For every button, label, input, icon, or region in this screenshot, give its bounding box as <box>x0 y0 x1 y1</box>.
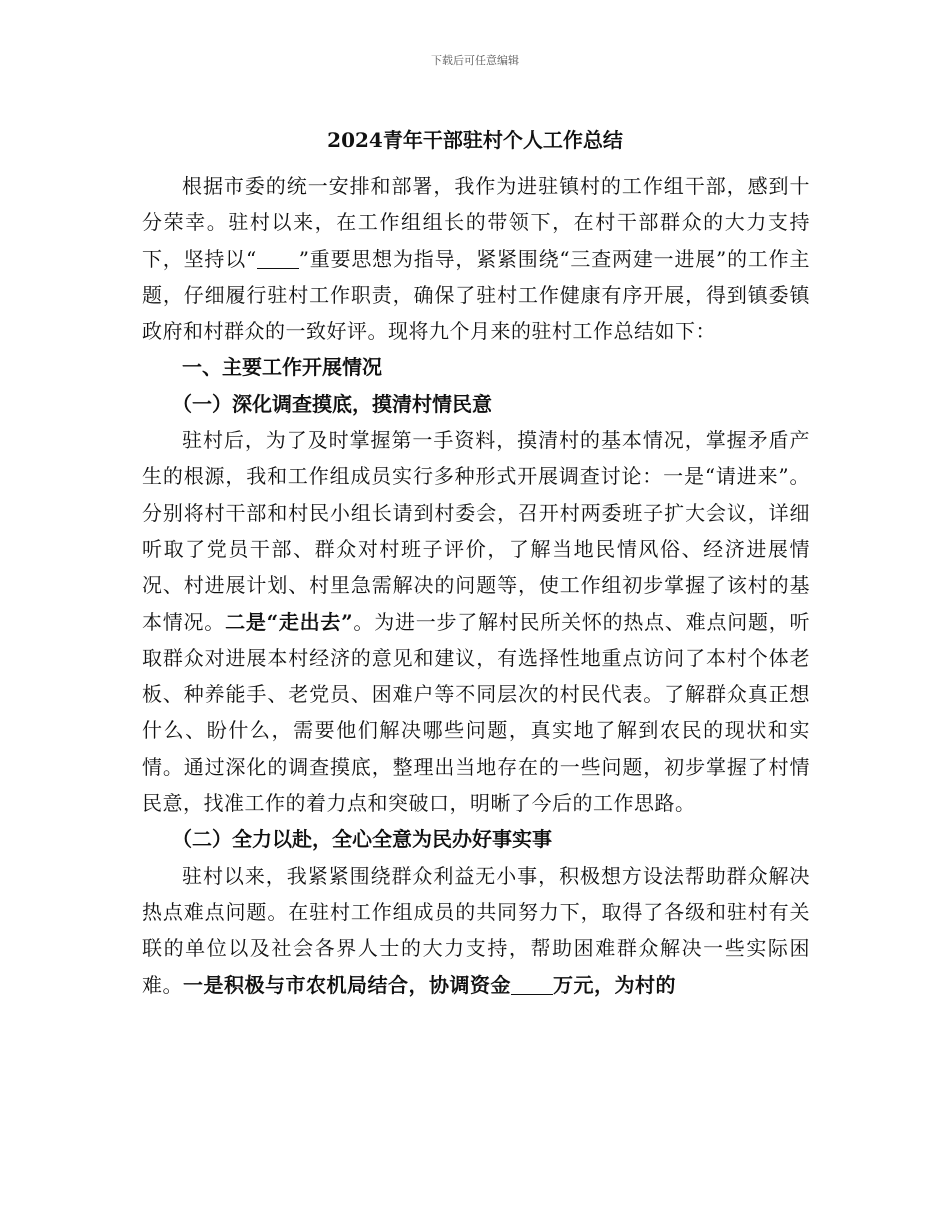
document-title: 2024青年干部驻村个人工作总结 <box>327 128 623 152</box>
paragraph-service-bold: 一是积极与市农机局结合，协调资金 <box>183 972 511 997</box>
subsection-heading-2: （二）全力以赴，全心全意为民办好事实事 <box>172 827 552 852</box>
document-body <box>142 168 810 1003</box>
paragraph-survey-part-c: 。为进一步了解村民所关怀的热点、难点问题，听取群众对进展本村经济的意见和建议，有选择性地重点访问了本村个体老板、种养能手、老党员、困难户等不同层次的村民代表。了解群众真正想什么、盼什么，需要他们解决哪些问题，真实地了解到农民的现状和实情。通过深化的调查摸底，整理出当地存在的一些问题，初步掌握了村情民意，找准工作的着力点和突破口，明晰了今后的工作思路。 <box>142 609 811 816</box>
section-heading-1: 一、主要工作开展情况 <box>182 355 382 380</box>
paragraph-survey-part-a: 驻村后，为了及时掌握第一手资料，摸清村的基本情况，掌握矛盾产生的根源，我和工作组成员实行多种形式开展调查讨论：一是“请进来”。分别将村干部和村民小组长请到村委会，召开村两委班子扩大会议，详细听取了党员干部、群众对村班子评价，了解当地民情风俗、经济进展情况、村进展计划、村里急需解决的问题等，使工作组初步掌握了该村的基本情况。 <box>142 428 810 634</box>
paragraph-service-bold-end: 万元，为村的 <box>553 972 676 997</box>
subsection-heading-1: （一）深化调查摸底，摸清村情民意 <box>172 391 492 416</box>
paragraph-survey <box>142 422 810 821</box>
fill-blank-amount <box>511 974 553 995</box>
fill-blank <box>257 248 299 269</box>
paragraph-service-part-a: 驻村以来，我紧紧围绕群众利益无小事，积极想方设法帮助群众解决热点难点问题。在驻村工作组成员的共同努力下，取得了各级和驻村有关联的单位以及社会各界人士的大力支持，帮助困难群众解决一些实际困难。 <box>142 863 810 997</box>
paragraph-service <box>142 858 810 1003</box>
paragraph-intro-part-b: ”重要思想为指导，紧紧围绕“三查两建一进展”的工作主题，仔细履行驻村工作职责，确保了驻村工作健康有序开展，得到镇委镇政府和村群众的一致好评。现将九个月来的驻村工作总结如下： <box>142 246 810 344</box>
header-note: 下载后可任意编辑 <box>431 54 519 67</box>
paragraph-intro <box>142 168 810 349</box>
paragraph-survey-bold: 二是“走出去” <box>225 609 354 634</box>
paragraph-intro-part-a: 根据市委的统一安排和部署，我作为进驻镇村的工作组干部，感到十分荣幸。驻村以来，在工作组组长的带领下，在村干部群众的大力支持下，坚持以“ <box>142 174 810 271</box>
